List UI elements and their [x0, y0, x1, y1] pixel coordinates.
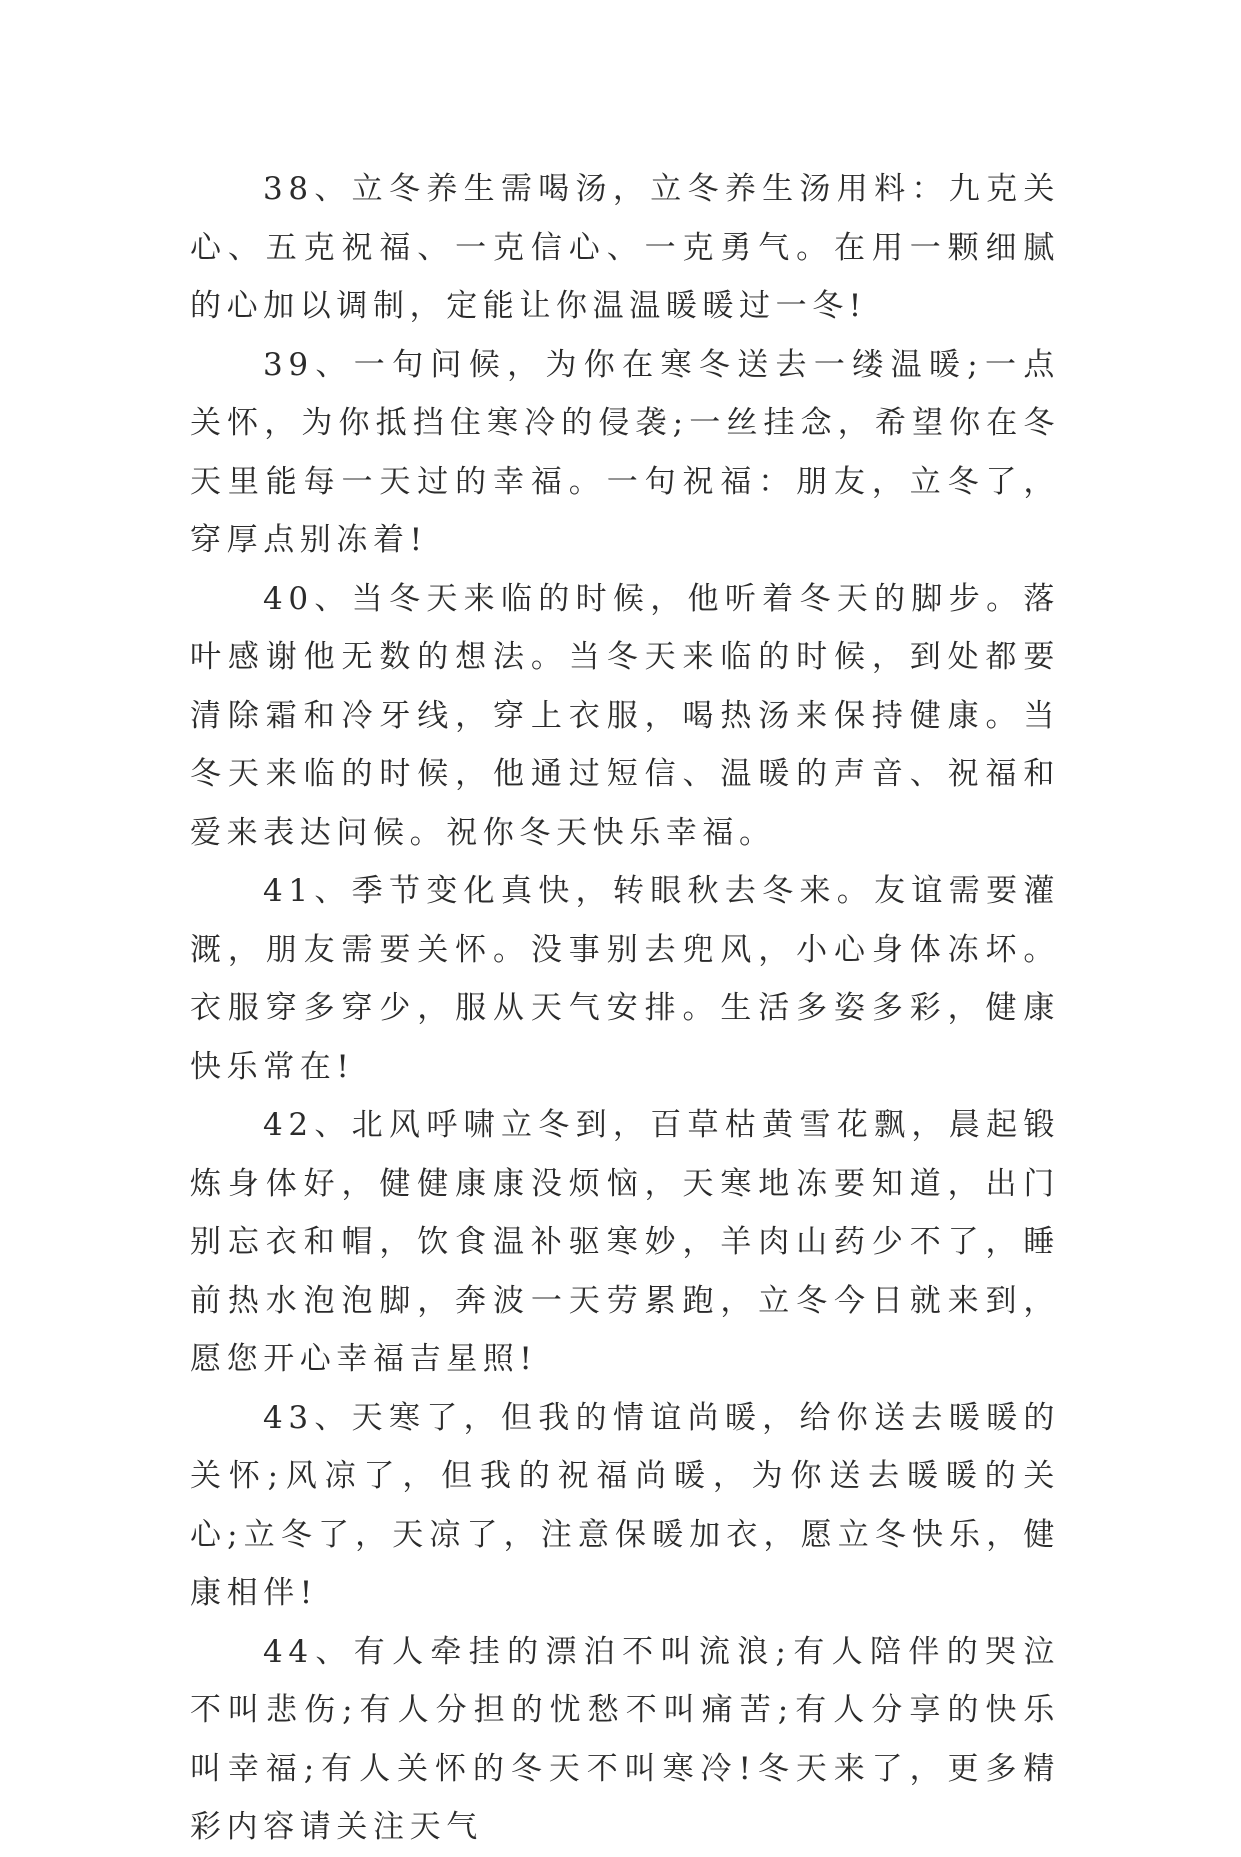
paragraph-43: 43、天寒了，但我的情谊尚暖，给你送去暖暖的关怀;风凉了，但我的祝福尚暖，为你送去暖暖的关心;立冬了，天凉了，注意保暖加衣，愿立冬快乐，健康相伴! [190, 1399, 1060, 1611]
paragraph-40: 40、当冬天来临的时候，他听着冬天的脚步。落叶感谢他无数的想法。当冬天来临的时候，到处都要清除霜和冷牙线，穿上衣服，喝热汤来保持健康。当冬天来临的时候，他通过短信、温暖的声音、祝福和爱来表达问候。祝你冬天快乐幸福。 [190, 580, 1060, 851]
paragraph-42: 42、北风呼啸立冬到，百草枯黄雪花飘，晨起锻炼身体好，健健康康没烦恼，天寒地冻要知道，出门别忘衣和帽，饮食温补驱寒妙，羊肉山药少不了，睡前热水泡泡脚，奔波一天劳累跑，立冬今日就来到，愿您开心幸福吉星照! [190, 1107, 1060, 1377]
paragraph-39: 39、一句问候，为你在寒冬送去一缕温暖;一点关怀，为你抵挡住寒冷的侵袭;一丝挂念，希望你在冬天里能每一天过的幸福。一句祝福：朋友，立冬了，穿厚点别冻着! [190, 346, 1060, 558]
document-body [190, 160, 1060, 1857]
paragraph-41: 41、季节变化真快，转眼秋去冬来。友谊需要灌溉，朋友需要关怀。没事别去兜风，小心身体冻坏。衣服穿多穿少，服从天气安排。生活多姿多彩，健康快乐常在! [190, 873, 1060, 1085]
paragraph-38: 38、立冬养生需喝汤，立冬养生汤用料：九克关心、五克祝福、一克信心、一克勇气。在用一颗细腻的心加以调制，定能让你温温暖暖过一冬! [190, 171, 1060, 324]
paragraph-44: 44、有人牵挂的漂泊不叫流浪;有人陪伴的哭泣不叫悲伤;有人分担的忧愁不叫痛苦;有人分享的快乐叫幸福;有人关怀的冬天不叫寒冷!冬天来了，更多精彩内容请关注天气 [190, 1633, 1060, 1845]
